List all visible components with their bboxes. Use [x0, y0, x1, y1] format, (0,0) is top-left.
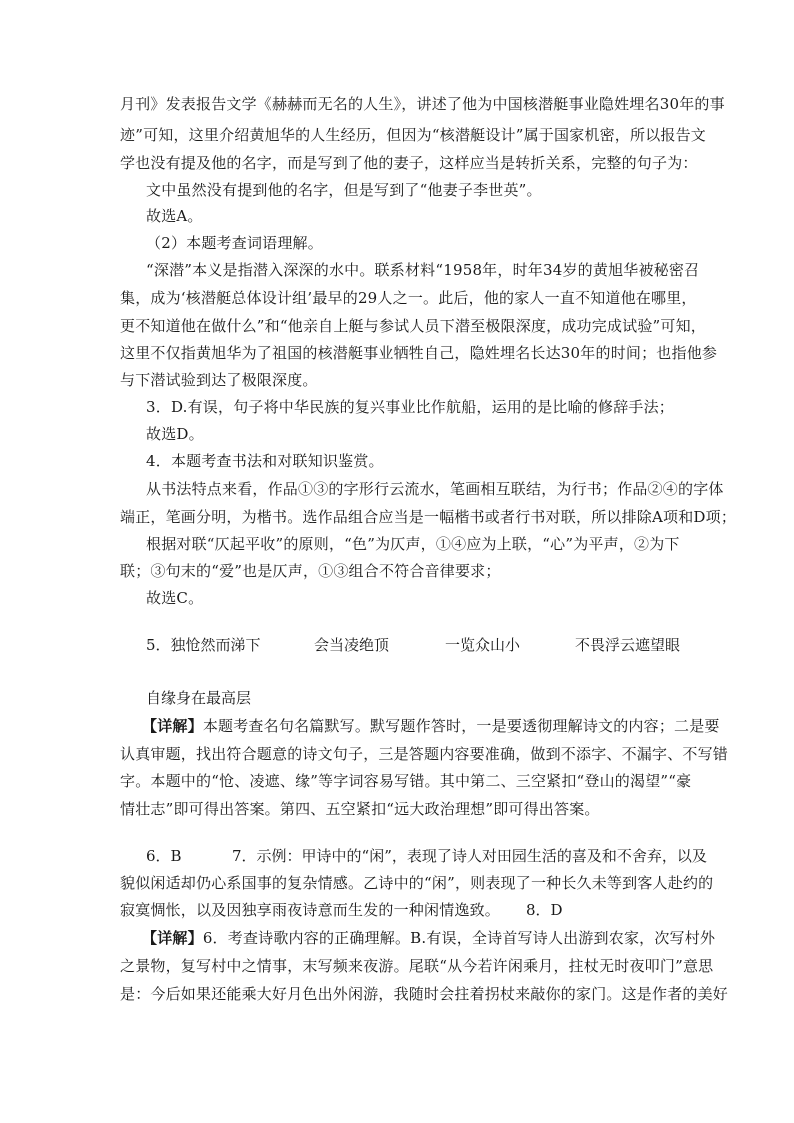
- text-line: 从书法特点来看，作品①③的字形行云流水，笔画相互联结，为行书；作品②④的字体: [146, 480, 724, 498]
- answer-5-2: 会当凌绝顶: [314, 636, 390, 654]
- text-line: 月刊》发表报告文学《赫赫而无名的人生》，讲述了他为中国核潜艇事业隐姓埋名30年的事: [120, 95, 725, 113]
- answer-5-4: 不畏浮云遮望眼: [575, 636, 681, 654]
- answer-5-3: 一览众山小: [445, 636, 521, 654]
- detail-line: 【详解】本题考查名句名篇默写。默写题作答时，一是要透彻理解诗文的内容；二是要: [142, 717, 720, 735]
- text-line: 4．本题考查书法和对联知识鉴赏。: [146, 452, 384, 470]
- text-line: 文中虽然没有提到他的名字，但是写到了“他妻子李世英”。: [146, 181, 542, 199]
- detail-tag: 【详解】: [142, 717, 203, 735]
- text-line: 迹”可知，这里介绍黄旭华的人生经历，但因为“核潜艇设计”属于国家机密，所以报告文: [120, 126, 707, 144]
- text-line: 寂寞惆怅，以及因独享雨夜诗意而生发的一种闲情逸致。: [120, 901, 501, 919]
- text-line: 3．D.有误，句子将中华民族的复兴事业比作航船，运用的是比喻的修辞手法；: [146, 398, 675, 416]
- text-line: 集，成为‘核潜艇总体设计组’最早的29人之一。此后，他的家人一直不知道他在哪里，: [120, 289, 697, 307]
- text-line: 联；③句末的“爱”也是仄声，①③组合不符合音律要求；: [120, 562, 501, 580]
- text-line: 学也没有提及他的名字，而是写到了他的妻子，这样应当是转折关系，完整的句子为：: [120, 154, 698, 172]
- detail-line: 情壮志”即可得出答案。第四、五空紧扣“远大政治理想”即可得出答案。: [120, 800, 600, 818]
- text-line: 故选C。: [146, 589, 204, 607]
- detail-line: 字。本题中的“怆、凌遮、缘”等字词容易写错。其中第二、三空紧扣“登山的渴望”“豪: [120, 772, 692, 790]
- detail-line: 是：今后如果还能乘大好月色出外闲游，我随时会拄着拐杖来敲你的家门。这是作者的美好: [120, 985, 729, 1003]
- detail-line: 认真审题，找出符合题意的诗文句子，三是答题内容要准确，做到不添字、不漏字、不写错: [120, 745, 729, 763]
- text-line: 与下潜试验到达了极限深度。: [120, 371, 318, 389]
- detail-tag: 【详解】: [142, 929, 203, 947]
- detail-line: 之景物，复写村中之情事，末写频来夜游。尾联“从今若许闲乘月，拄杖无时夜叩门”意思: [120, 957, 714, 975]
- answer-8: 8．D: [526, 901, 563, 919]
- answer-6: 6．B: [146, 847, 182, 865]
- text-line: “深潜”本义是指潜入深深的水中。联系材料“1958年，时年34岁的黄旭华被秘密召: [146, 261, 700, 279]
- detail-line: 【详解】6．考查诗歌内容的正确理解。B.有误，全诗首写诗人出游到农家，次写村外: [142, 929, 716, 947]
- answer-5-5: 自缘身在最高层: [146, 689, 252, 707]
- text-line: （2）本题考查词语理解。: [146, 234, 323, 252]
- answer-7: 7．示例：甲诗中的“闲”，表现了诗人对田园生活的喜及和不舍弃，以及: [232, 847, 707, 865]
- text-line: 故选A。: [146, 207, 203, 225]
- text-line: 这里不仅指黄旭华为了祖国的核潜艇事业牺牲自己，隐姓埋名长达30年的时间；也指他参: [120, 344, 718, 362]
- answer-5-1: 5．独怆然而涕下: [146, 636, 261, 654]
- text-line: 貌似闲适却仍心系国事的复杂情感。乙诗中的“闲”，则表现了一种长久未等到客人赴约的: [120, 874, 714, 892]
- text-line: 根据对联“仄起平收”的原则，“色”为仄声，①④应为上联，“心”为平声，②为下: [146, 535, 680, 553]
- text-line: 更不知道他在做什么”和“他亲自上艇与参试人员下潜至极限深度，成功完成试验”可知，: [120, 317, 707, 335]
- text-line: 故选D。: [146, 425, 204, 443]
- text-line: 端正，笔画分明，为楷书。选作品组合应当是一幅楷书或者行书对联，所以排除A项和D项；: [120, 508, 737, 526]
